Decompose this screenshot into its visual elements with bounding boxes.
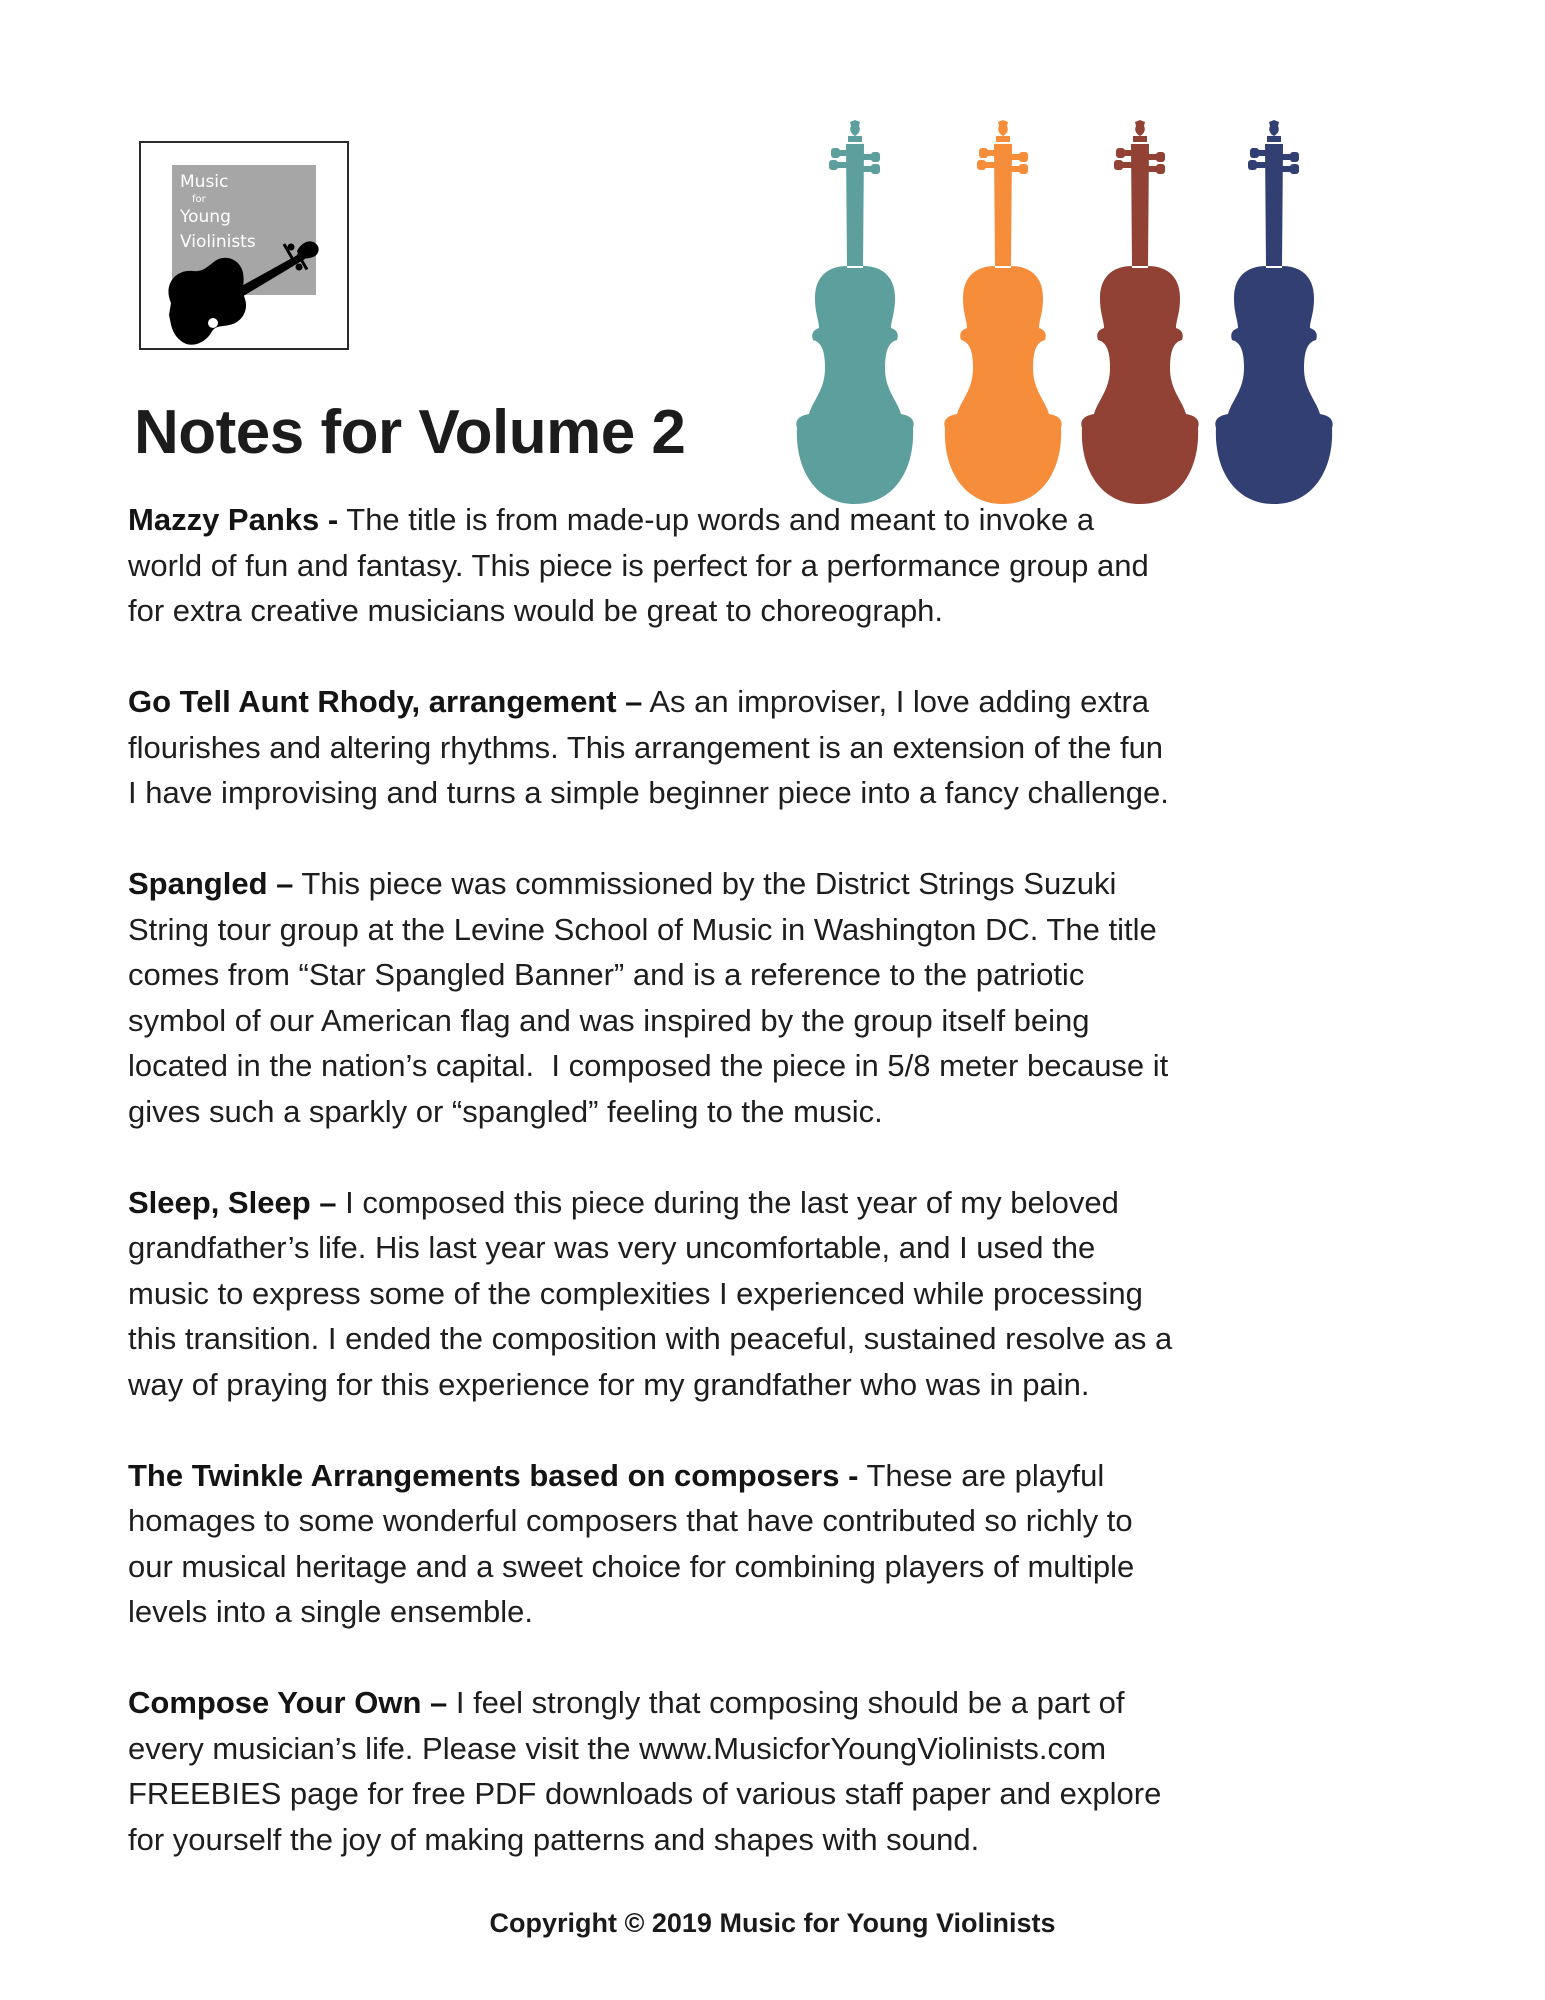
note-line [128, 1453, 1528, 1499]
note-paragraph [128, 497, 1528, 634]
note-line [128, 588, 1528, 634]
note-line [128, 998, 1528, 1044]
note-line [128, 1771, 1528, 1817]
note-line [128, 1225, 1528, 1271]
note-line [128, 952, 1528, 998]
logo-text-for: for [192, 194, 206, 205]
note-heading: Sleep, Sleep – [128, 1184, 337, 1220]
note-text: gives such a sparkly or “spangled” feeling to the music. [128, 1093, 883, 1129]
note-line [128, 1271, 1528, 1317]
note-line [128, 1544, 1528, 1590]
note-line [128, 543, 1528, 589]
note-line [128, 770, 1528, 816]
logo-violin-icon [141, 143, 347, 348]
note-text: our musical heritage and a sweet choice for combining players of multiple [128, 1548, 1135, 1584]
note-heading: Spangled – [128, 866, 294, 901]
note-line [128, 1180, 1528, 1226]
note-text: located in the nation’s capital. I composed the piece in 5/8 meter because it [128, 1048, 1169, 1083]
note-text: for extra creative musicians would be great to choreograph. [128, 593, 944, 628]
note-line [128, 725, 1528, 771]
note-text: this transition. I ended the composition with peaceful, sustained resolve as a [128, 1321, 1173, 1356]
note-heading: Mazzy Panks - [128, 502, 339, 537]
note-paragraph [128, 1453, 1528, 1635]
note-line [128, 861, 1528, 907]
copyright-footer: Copyright © 2019 Music for Young Violinists [489, 1908, 1056, 1938]
note-text: every musician’s life. Please visit the www.MusicforYoungViolinists.com [128, 1730, 1107, 1766]
note-paragraph [128, 861, 1528, 1134]
note-line [128, 1316, 1528, 1362]
violin-red-icon [1081, 120, 1198, 504]
note-text: levels into a single ensemble. [128, 1594, 533, 1629]
note-text: These are playful [858, 1457, 1105, 1493]
logo-text-young: Young [180, 207, 231, 227]
note-text: flourishes and altering rhythms. This arrangement is an extension of the fun [128, 729, 1164, 765]
logo [139, 141, 349, 350]
note-line [128, 1043, 1528, 1089]
note-text: way of praying for this experience for my grandfather who was in pain. [128, 1366, 1090, 1402]
note-line [128, 907, 1528, 953]
note-paragraph [128, 1680, 1528, 1862]
note-line [128, 1817, 1528, 1863]
note-text: The title is from made-up words and meant to invoke a [338, 502, 1095, 537]
note-text: comes from “Star Spangled Banner” and is a reference to the patriotic [128, 957, 1085, 992]
note-text: grandfather’s life. His last year was very uncomfortable, and I used the [128, 1230, 1096, 1265]
note-heading: Compose Your Own – [128, 1685, 448, 1720]
note-text: As an improviser, I love adding extra [642, 684, 1150, 719]
note-line [128, 1589, 1528, 1635]
note-text: symbol of our American flag and was inspired by the group itself being [128, 1002, 1090, 1038]
note-line [128, 1726, 1528, 1772]
note-text: I feel strongly that composing should be a part of [447, 1685, 1125, 1720]
note-line [128, 1680, 1528, 1726]
note-line [128, 679, 1528, 725]
logo-text-music: Music [180, 172, 229, 192]
note-line [128, 1362, 1528, 1408]
note-text: I composed this piece during the last year of my beloved [336, 1184, 1119, 1220]
violin-navy-icon [1215, 120, 1332, 504]
note-line [128, 497, 1528, 543]
note-text: for yourself the joy of making patterns and shapes with sound. [128, 1821, 980, 1857]
note-text: FREEBIES page for free PDF downloads of various staff paper and explore [128, 1776, 1162, 1811]
note-text: I have improvising and turns a simple beginner piece into a fancy challenge. [128, 775, 1169, 810]
note-heading: The Twinkle Arrangements based on composers - [128, 1457, 859, 1493]
note-heading: Go Tell Aunt Rhody, arrangement – [128, 684, 643, 719]
note-paragraph [128, 679, 1528, 816]
note-paragraph [128, 1180, 1528, 1408]
note-line [128, 1498, 1528, 1544]
note-text: music to express some of the complexities I experienced while processing [128, 1275, 1143, 1311]
note-line [128, 1089, 1528, 1135]
violin-teal-icon [796, 120, 913, 504]
note-text: This piece was commissioned by the District Strings Suzuki [293, 866, 1117, 901]
violin-orange-icon [944, 120, 1061, 504]
logo-text-violinists: Violinists [180, 232, 256, 252]
violin-silhouettes [780, 118, 1350, 508]
note-text: homages to some wonderful composers that have contributed so richly to [128, 1503, 1133, 1538]
notes-body [128, 497, 1528, 1908]
note-text: world of fun and fantasy. This piece is perfect for a performance group and [128, 547, 1149, 583]
page-title: Notes for Volume 2 [134, 398, 686, 467]
note-text: String tour group at the Levine School of Music in Washington DC. The title [128, 911, 1157, 947]
